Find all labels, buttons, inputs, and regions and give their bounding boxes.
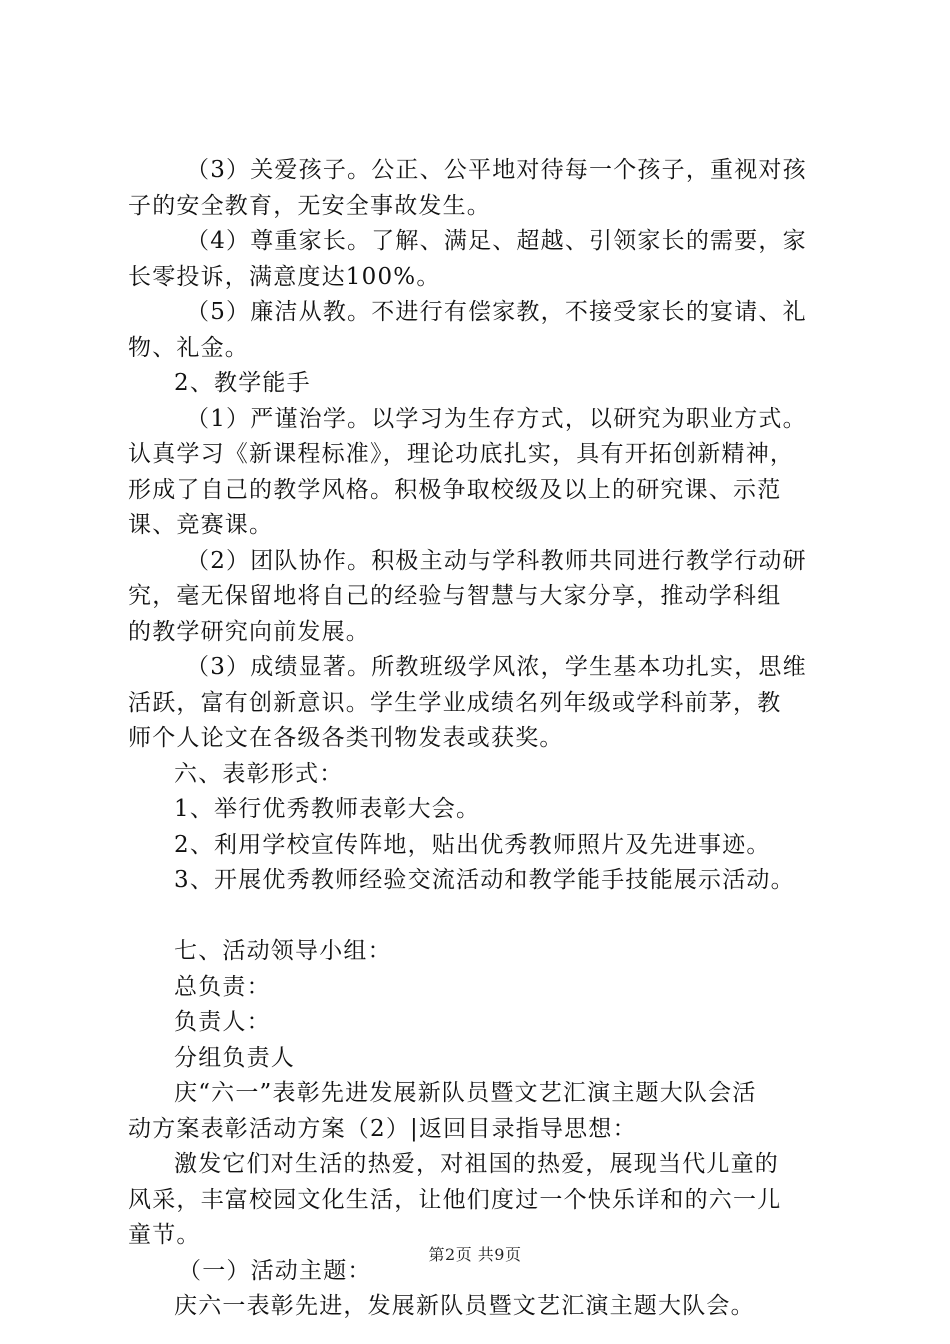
list-item: 1、举行优秀教师表彰大会。 bbox=[174, 796, 481, 822]
section-heading: 2、教学能手 bbox=[174, 370, 311, 396]
text-line: （2）团队协作。积极主动与学科教师共同进行教学行动研 bbox=[186, 547, 807, 574]
text-line: 活跃，富有创新意识。学生学业成绩名列年级或学科前茅，教 bbox=[128, 689, 782, 716]
text-line: 激发它们对生活的热爱，对祖国的热爱，展现当代儿童的 bbox=[174, 1151, 779, 1177]
section-heading: 七、活动领导小组： bbox=[174, 938, 392, 964]
text-line: 长零投诉，满意度达100%。 bbox=[128, 263, 441, 290]
text-line: （5）廉洁从教。不进行有偿家教，不接受家长的宴请、礼 bbox=[186, 299, 807, 325]
page-number: 第2页 共9页 bbox=[428, 1245, 522, 1264]
blank-line bbox=[128, 899, 838, 935]
text-line: 课、竞赛课。 bbox=[128, 512, 274, 538]
text-line: 负责人： bbox=[174, 1009, 271, 1035]
text-line: （1）严谨治学。以学习为生存方式，以研究为职业方式。 bbox=[186, 405, 807, 432]
text-line: 认真学习《新课程标准》，理论功底扎实，具有开拓创新精神， bbox=[128, 441, 795, 467]
text-line: 师个人论文在各级各类刊物发表或获奖。 bbox=[128, 725, 564, 751]
text-line: 风采，丰富校园文化生活，让他们度过一个快乐详和的六一儿 bbox=[128, 1186, 782, 1213]
text-line: 庆六一表彰先进，发展新队员暨文艺汇演主题大队会。 bbox=[174, 1293, 755, 1319]
text-line: （4）尊重家长。了解、满足、超越、引领家长的需要，家 bbox=[186, 228, 807, 254]
list-item: 3、开展优秀教师经验交流活动和教学能手技能展示活动。 bbox=[174, 867, 795, 893]
text-line: 的教学研究向前发展。 bbox=[128, 618, 370, 645]
list-item: 2、利用学校宣传阵地，贴出优秀教师照片及先进事迹。 bbox=[174, 831, 771, 858]
text-line: 究，毫无保留地将自己的经验与智慧与大家分享，推动学科组 bbox=[128, 583, 782, 609]
text-line: 物、礼金。 bbox=[128, 334, 249, 361]
text-line: 分组负责人 bbox=[174, 1044, 295, 1071]
section-heading: 六、表彰形式： bbox=[174, 760, 344, 787]
text-line: （3）关爱孩子。公正、公平地对待每一个孩子，重视对孩 bbox=[186, 157, 807, 183]
text-line: 总负责： bbox=[174, 973, 271, 1000]
text-line: （3）成绩显著。所教班级学风浓，学生基本功扎实，思维 bbox=[186, 654, 807, 680]
text-line: 童节。 bbox=[128, 1222, 201, 1248]
document-body bbox=[128, 153, 838, 1325]
text-line: 庆“六一”表彰先进发展新队员暨文艺汇演主题大队会活 bbox=[174, 1080, 757, 1106]
section-heading: （一）活动主题： bbox=[178, 1257, 372, 1284]
text-line: 动方案表彰活动方案（2）|返回目录指导思想： bbox=[128, 1115, 637, 1142]
text-line: 形成了自己的教学风格。积极争取校级及以上的研究课、示范 bbox=[128, 476, 782, 503]
text-line: 子的安全教育，无安全事故发生。 bbox=[128, 192, 491, 219]
